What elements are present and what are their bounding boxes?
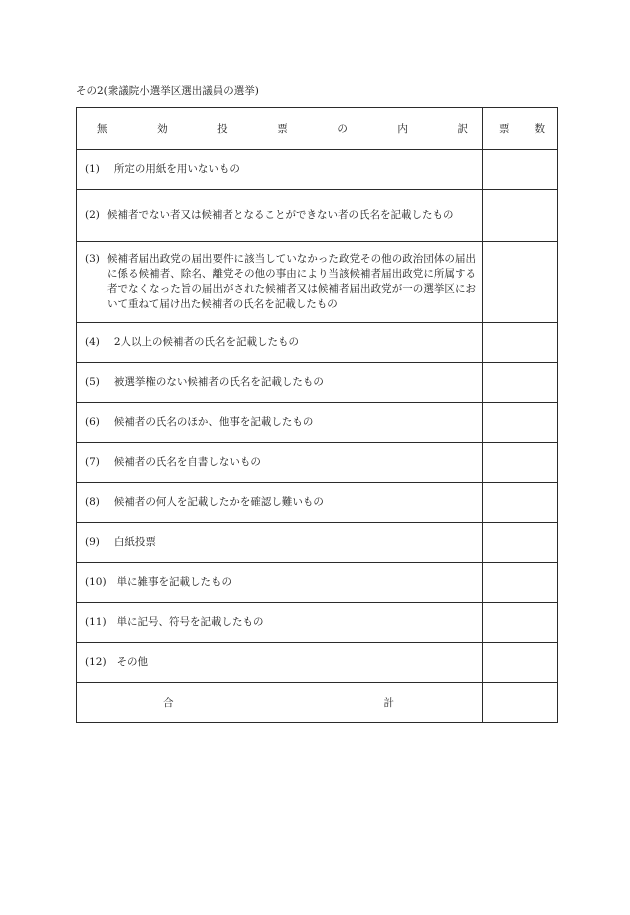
row-text: 候補者の何人を記載したかを確認し難いもの [113, 496, 324, 508]
row-number: (6) [85, 416, 100, 428]
header-char: 効 [157, 123, 168, 135]
row-text: 候補者でない者又は候補者となることができない者の氏名を記載したもの [107, 209, 454, 221]
row-text: 被選挙権のない候補者の氏名を記載したもの [113, 376, 324, 388]
table-row [77, 563, 558, 603]
row-text: その他 [116, 656, 149, 668]
table-row [77, 363, 558, 403]
row-number: (7) [85, 456, 100, 468]
row-count-cell[interactable] [483, 190, 558, 242]
row-text: 候補者の氏名を自書しないもの [113, 456, 261, 468]
invalid-ballot-table [76, 107, 558, 723]
total-row [77, 683, 558, 723]
row-description-cell [77, 190, 483, 242]
row-number: (10) [85, 576, 107, 588]
total-count-cell[interactable] [483, 683, 558, 723]
total-label-cell [77, 683, 483, 723]
table-row [77, 190, 558, 242]
header-char: 票 [499, 123, 510, 135]
row-description-cell [77, 483, 483, 523]
row-description-cell [77, 443, 483, 483]
row-text: 白紙投票 [113, 536, 156, 548]
row-text: 候補者届出政党の届出要件に該当していなかった政党その他の政治団体の届出に係る候補者、除名、離党その他の事由により当該候補者届出政党に所属する者でなくなった旨の届出がされた候補者又は候補者届出政党が一の選挙区において重ねて届け出た候補者の氏名を記載したもの [107, 253, 476, 310]
header-char: 内 [397, 123, 408, 135]
row-text: 単に記号、符号を記載したもの [116, 616, 264, 628]
row-description-cell [77, 603, 483, 643]
page-title: その2(衆議院小選挙区選出議員の選挙) [76, 85, 259, 97]
row-count-cell[interactable] [483, 150, 558, 190]
table-row [77, 150, 558, 190]
row-text: 所定の用紙を用いないもの [113, 163, 240, 175]
row-number: (2) [85, 209, 100, 221]
table-row [77, 643, 558, 683]
header-count [483, 121, 557, 136]
row-number: (11) [85, 616, 107, 628]
row-number: (1) [85, 163, 100, 175]
table-row [77, 242, 558, 323]
row-number: (8) [85, 496, 100, 508]
row-description-cell [77, 523, 483, 563]
table-header-row [77, 108, 558, 150]
header-char: 数 [534, 123, 545, 135]
row-description-cell [77, 403, 483, 443]
total-label-char: 合 [163, 697, 174, 709]
row-text: 2人以上の候補者の氏名を記載したもの [113, 336, 300, 348]
header-char: 票 [277, 123, 288, 135]
row-count-cell[interactable] [483, 563, 558, 603]
row-count-cell[interactable] [483, 363, 558, 403]
table-row [77, 523, 558, 563]
row-description-cell [77, 150, 483, 190]
row-number: (12) [85, 656, 107, 668]
row-description-cell [77, 242, 483, 323]
row-text: 候補者の氏名のほか、他事を記載したもの [113, 416, 314, 428]
row-count-cell[interactable] [483, 323, 558, 363]
header-description [77, 121, 482, 136]
row-number: (5) [85, 376, 100, 388]
row-text: 単に雑事を記載したもの [116, 576, 233, 588]
row-description-cell [77, 363, 483, 403]
table-row [77, 443, 558, 483]
row-count-cell[interactable] [483, 603, 558, 643]
table-row [77, 403, 558, 443]
row-description-cell [77, 323, 483, 363]
header-char: 訳 [457, 123, 468, 135]
table-row [77, 323, 558, 363]
table-row [77, 603, 558, 643]
row-number: (3) [85, 253, 100, 265]
total-label-char: 計 [383, 697, 394, 709]
header-char: 無 [97, 123, 108, 135]
row-count-cell[interactable] [483, 643, 558, 683]
row-number: (4) [85, 336, 100, 348]
header-char: の [337, 123, 348, 135]
header-char: 投 [217, 123, 228, 135]
row-count-cell[interactable] [483, 483, 558, 523]
row-count-cell[interactable] [483, 523, 558, 563]
row-description-cell [77, 643, 483, 683]
header-description-cell [77, 108, 483, 150]
row-number: (9) [85, 536, 100, 548]
row-count-cell[interactable] [483, 443, 558, 483]
row-description-cell [77, 563, 483, 603]
table-row [77, 483, 558, 523]
row-count-cell[interactable] [483, 403, 558, 443]
header-count-cell [483, 108, 558, 150]
row-count-cell[interactable] [483, 242, 558, 323]
